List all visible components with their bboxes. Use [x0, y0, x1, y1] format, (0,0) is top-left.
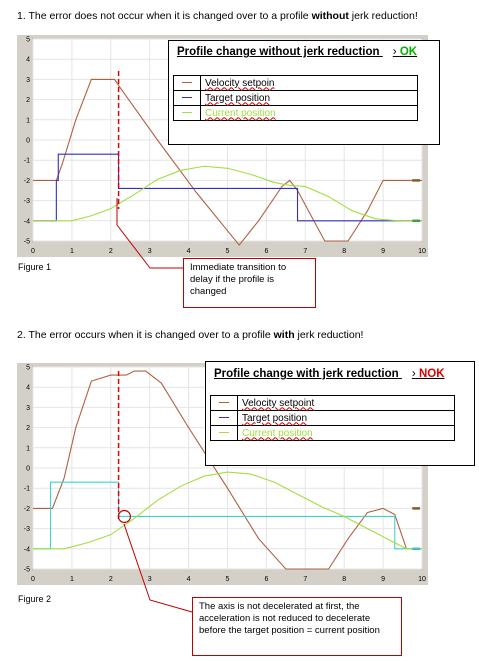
- y-tick-label: -3: [23, 526, 30, 534]
- y-tick-label: 4: [26, 56, 30, 64]
- heading-text: 1. The error does not occur when it is changed over to a profile: [17, 10, 312, 22]
- x-tick-label: 8: [342, 248, 347, 255]
- y-tick-label: 1: [26, 445, 30, 453]
- legend-status: OK: [399, 46, 418, 58]
- x-tick-label: 6: [264, 576, 269, 583]
- x-tick-label: 1: [69, 576, 74, 583]
- y-tick-label: -1: [23, 157, 30, 165]
- callout-figure-1: Immediate transition to delay if the profile is changed: [183, 258, 316, 308]
- legend-arrow: ›: [411, 368, 416, 380]
- y-tick-label: -2: [23, 505, 30, 513]
- x-tick-label: 7: [303, 248, 308, 255]
- y-tick-label: -5: [23, 238, 30, 246]
- x-tick-label: 5: [225, 576, 230, 583]
- x-tick-label: 0: [31, 248, 35, 255]
- y-tick-label: 0: [26, 137, 30, 145]
- y-tick-label: 0: [26, 465, 30, 473]
- x-tick-label: 4: [186, 248, 191, 255]
- x-tick-label: 1: [69, 248, 74, 255]
- y-tick-label: -5: [23, 566, 30, 574]
- legend-label: Velocity setpoint: [242, 397, 315, 409]
- y-tick-label: -3: [23, 198, 30, 206]
- heading-text-end: jerk reduction!: [348, 10, 418, 22]
- y-tick-label: 1: [26, 117, 30, 125]
- heading-emphasis: with: [273, 329, 295, 341]
- legend-status: NOK: [418, 368, 445, 380]
- legend-title-text: Profile change without jerk reduction: [177, 46, 380, 58]
- x-tick-label: 9: [381, 248, 386, 255]
- y-tick-label: -2: [23, 177, 30, 185]
- y-tick-label: 4: [26, 384, 30, 392]
- y-tick-label: 5: [26, 364, 30, 372]
- legend-label: Current position: [205, 107, 276, 119]
- x-tick-label: 6: [264, 248, 269, 255]
- x-tick-label: 4: [186, 576, 191, 583]
- x-tick-label: 0: [31, 576, 35, 583]
- x-tick-label: 7: [303, 576, 308, 583]
- legend-label: Target position: [205, 92, 271, 104]
- figure-2-caption: Figure 2: [18, 594, 52, 604]
- y-tick-label: 2: [26, 425, 30, 433]
- x-tick-label: 3: [147, 248, 152, 255]
- x-tick-label: 10: [418, 576, 426, 583]
- heading-text: 2. The error occurs when it is changed over to a profile: [17, 329, 274, 341]
- x-tick-label: 9: [381, 576, 386, 583]
- figure-1-caption: Figure 1: [18, 262, 52, 272]
- y-tick-label: -4: [23, 546, 30, 554]
- y-tick-label: 3: [26, 404, 30, 412]
- y-tick-label: 5: [26, 36, 30, 44]
- callout-figure-2: The axis is not decelerated at first, the acceleration is not reduced to decelerate before the target position = current position: [192, 597, 402, 656]
- x-tick-label: 8: [342, 576, 347, 583]
- legend-label: Velocity setpoin: [205, 77, 275, 89]
- x-tick-label: 5: [225, 248, 230, 255]
- legend-arrow: ›: [392, 46, 397, 58]
- x-tick-label: 10: [418, 248, 426, 255]
- legend-label: Target position: [242, 412, 308, 424]
- legend-label: Current position: [242, 427, 313, 439]
- heading-emphasis: without: [311, 10, 349, 22]
- y-tick-label: 3: [26, 76, 30, 84]
- x-tick-label: 2: [108, 576, 113, 583]
- x-tick-label: 3: [147, 576, 152, 583]
- x-tick-label: 2: [108, 248, 113, 255]
- y-tick-label: 2: [26, 97, 30, 105]
- heading-text-end: jerk reduction!: [294, 329, 364, 341]
- y-tick-label: -4: [23, 218, 30, 226]
- y-tick-label: -1: [23, 485, 30, 493]
- legend-title-text: Profile change with jerk reduction: [214, 368, 399, 380]
